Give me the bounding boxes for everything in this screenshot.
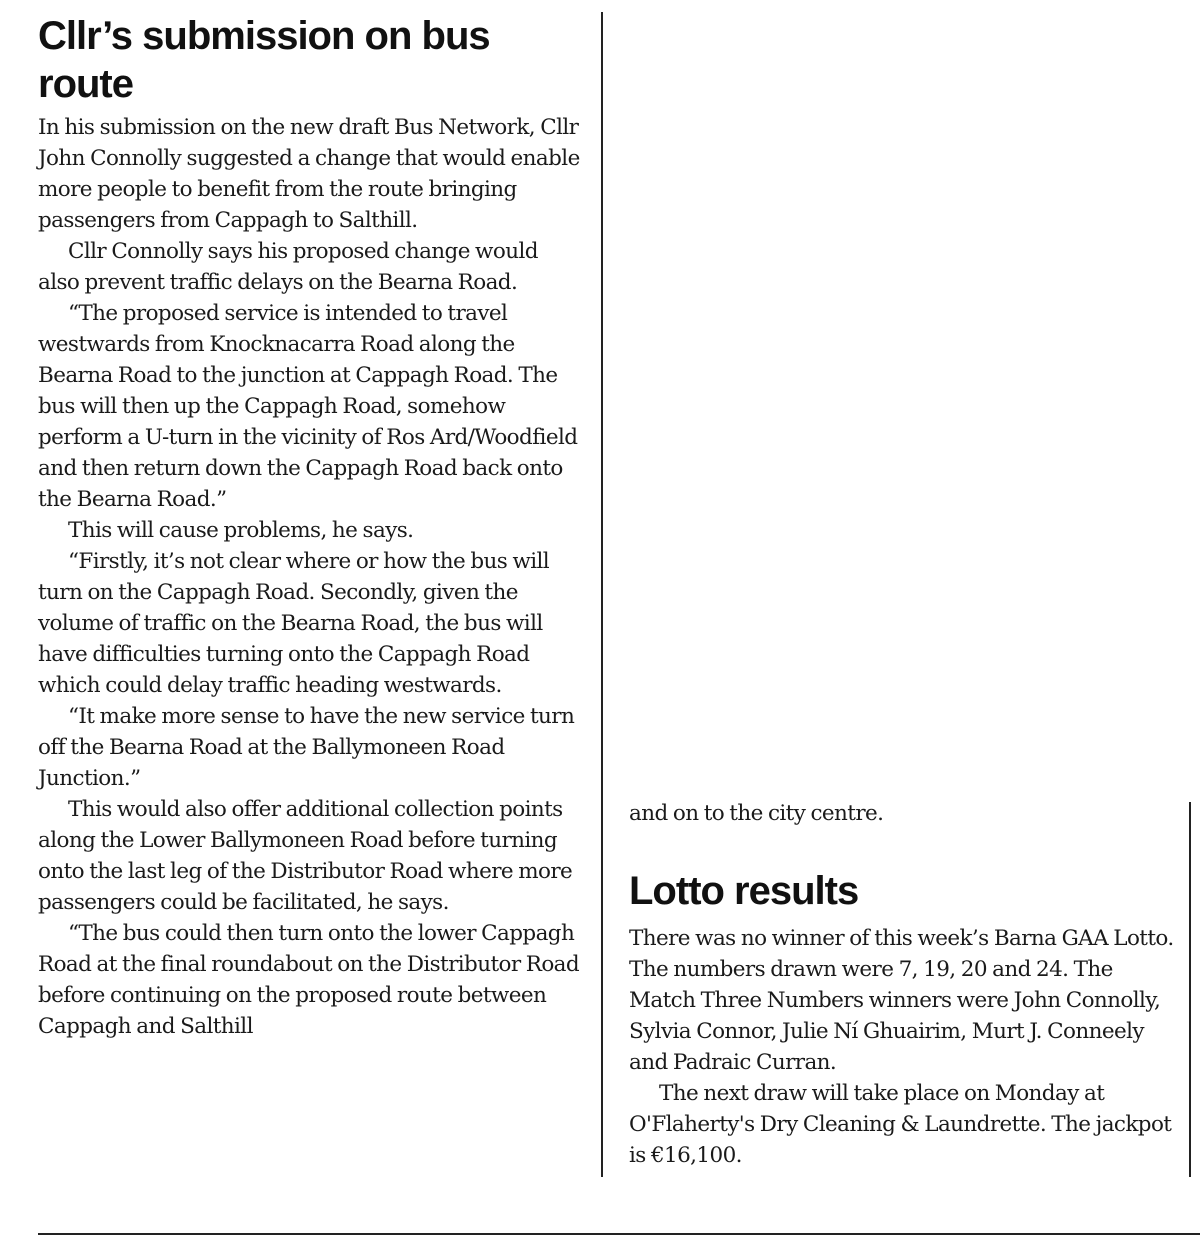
paragraph: and on to the city centre. [629, 801, 884, 826]
paragraph: “The proposed service is intended to travel westwards from Knocknacarra Road along the Bearna Road to the junction at Cappagh Road. The bus will then up the Cappagh Road, somehow perform a U-turn in the vicinity of Ros Ard/Woodfield and then return down the Cappagh Road back onto the Bearna Road.” [38, 301, 578, 512]
page-bottom-rule [38, 1233, 1200, 1235]
paragraph: This would also offer additional collection points along the Lower Ballymoneen Road before turning onto the last leg of the Distributor Road where more passengers could be facilitated, he says. [38, 797, 573, 915]
paragraph: Cllr Connolly says his proposed change would also prevent traffic delays on the Bearna Road. [38, 239, 538, 295]
paragraph: “The bus could then turn onto the lower Cappagh Road at the final roundabout on the Distributor Road before continuing on the proposed route between Cappagh and Salthill [38, 921, 580, 1039]
article-body-lotto [629, 923, 1174, 1171]
paragraph: There was no winner of this week’s Barna GAA Lotto. The numbers drawn were 7, 19, 20 and 24. The Match Three Numbers winners were John Connolly, Sylvia Connor, Julie Ní Ghuairim, Murt J. Conneely and Padraic Curran. [629, 926, 1174, 1075]
right-column [629, 798, 1174, 1171]
article-headline-lotto: Lotto results [629, 869, 859, 913]
column-divider [601, 12, 603, 1177]
paragraph: “Firstly, it’s not clear where or how the bus will turn on the Cappagh Road. Secondly, given the volume of traffic on the Bearna Road, the bus will have difficulties turning onto the Cappagh Road which could delay traffic heading westwards. [38, 549, 550, 698]
paragraph: In his submission on the new draft Bus Network, Cllr John Connolly suggested a change that would enable more people to benefit from the route bringing passengers from Cappagh to Salthill. [38, 115, 580, 233]
paragraph: The next draw will take place on Monday at O'Flaherty's Dry Cleaning & Laundrette. The jackpot is €16,100. [629, 1081, 1172, 1168]
left-column [38, 12, 583, 1042]
article-body-bus-route [38, 112, 583, 1042]
article-continuation [629, 798, 1174, 829]
article-headline-bus-route: Cllr’s submission on bus route [38, 14, 490, 106]
paragraph: “It make more sense to have the new service turn off the Bearna Road at the Ballymoneen Road Junction.” [38, 704, 575, 791]
paragraph: This will cause problems, he says. [68, 518, 414, 543]
column-divider [1189, 802, 1191, 1177]
